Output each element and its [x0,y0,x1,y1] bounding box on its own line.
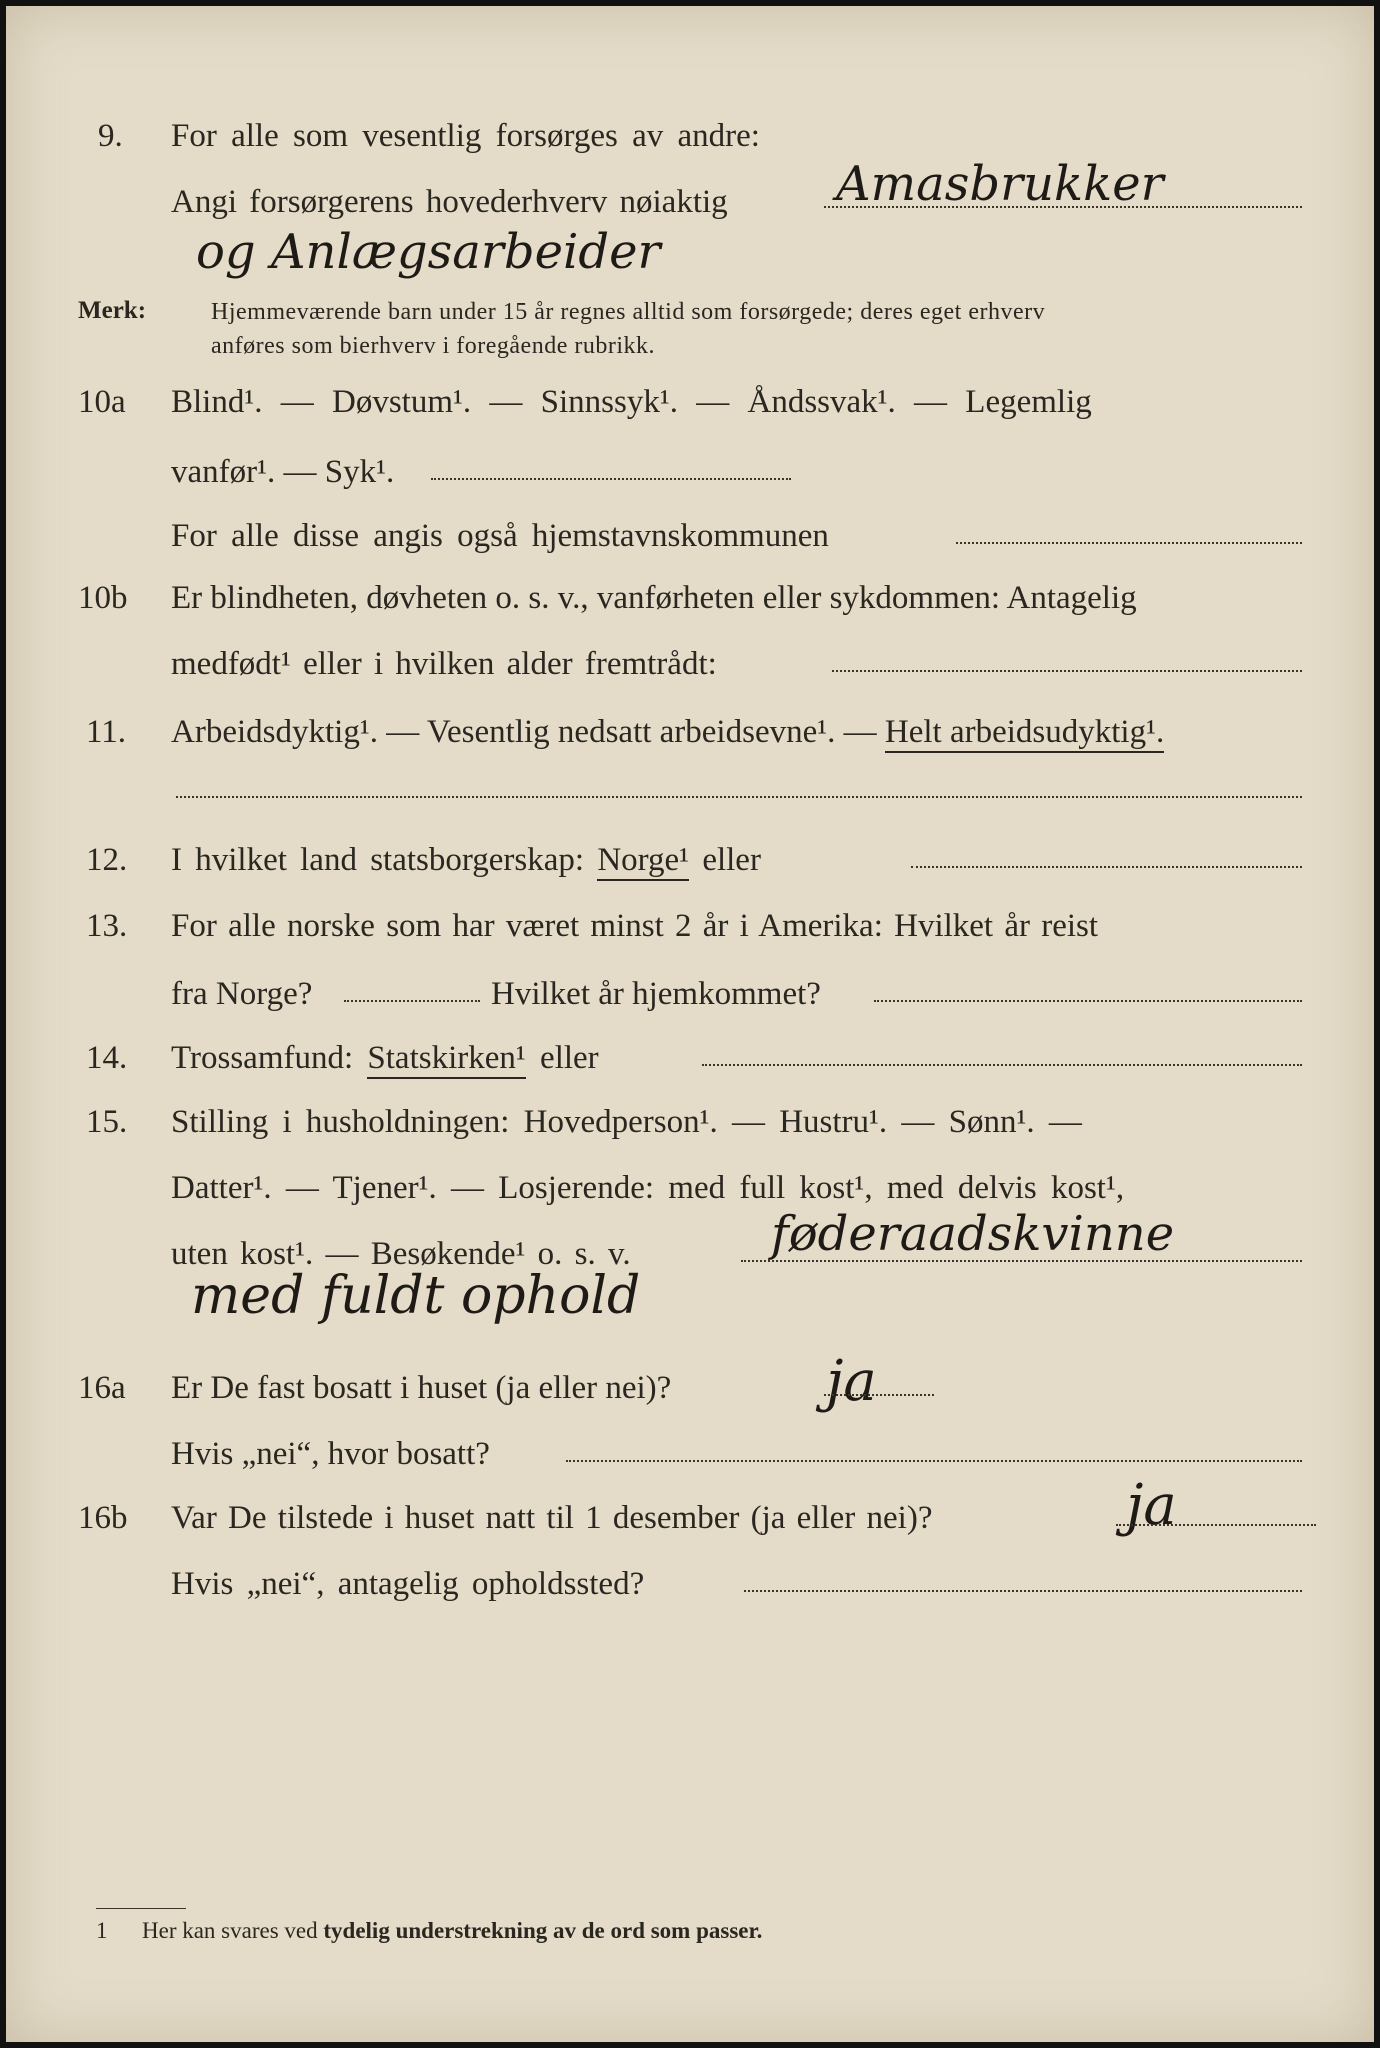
q16b-handwritten-answer: ja [1126,1473,1177,1538]
merk-line1: Hjemmeværende barn under 15 år regnes alltid som forsørgede; deres eget erhverv [211,299,1046,325]
q16a-line2: Hvis „nei“, hvor bosatt? [171,1436,490,1472]
q10b-line2: medfødt¹ eller i hvilken alder fremtrådt: [171,646,717,682]
q13-number: 13. [86,908,128,944]
q16a-handwritten-answer: ja [826,1349,877,1414]
q9-line1: For alle som vesentlig forsørges av andre: [171,118,760,154]
q14-selected-option: Statskirken¹ [367,1040,525,1079]
q11-selected-option: Helt arbeidsudyktig¹. [885,714,1164,753]
q15-line2: Datter¹. — Tjener¹. — Losjerende: med full kost¹, med delvis kost¹, [171,1170,1125,1206]
q10b-line1: Er blindheten, døvheten o. s. v., vanførheten eller sykdommen: Antagelig [171,580,1137,616]
q9-handwritten-answer-1: Amasbrukker [836,156,1164,212]
q14-answer-line [702,1064,1302,1066]
q10a-number: 10a [78,384,126,420]
q16b-line2: Hvis „nei“, antagelig opholdssted? [171,1566,645,1602]
footnote-rule [96,1908,186,1909]
q13-line1: For alle norske som har været minst 2 år i Amerika: Hvilket år reist [171,908,1099,944]
q13-hjemkommet-line [874,1000,1302,1002]
q16a-bosatt-line [566,1460,1302,1462]
footnote-bold-text: tydelig understrekning av de ord som passer. [323,1918,763,1943]
q11-number: 11. [86,714,127,750]
q12-or: eller [689,842,761,878]
q14-number: 14. [86,1040,128,1076]
q13-line2a: fra Norge? [171,976,313,1012]
q16a-line1: Er De fast bosatt i huset (ja eller nei)? [171,1370,672,1406]
q16a-number: 16a [78,1370,126,1406]
q15-number: 15. [86,1104,128,1140]
q16b-line1: Var De tilstede i huset natt til 1 desember (ja eller nei)? [171,1500,933,1536]
q15-handwritten-answer-1: føderaadskvinne [771,1206,1175,1262]
q14-text [171,1038,599,1078]
q10b-answer-line [832,670,1302,672]
q14-or: eller [525,1040,599,1076]
footnote-mark: 1 [96,1918,108,1943]
q16b-opholdssted-line [744,1590,1302,1592]
merk-label: Merk: [78,297,147,324]
census-form-page [6,6,1374,2042]
q13-line2b: Hvilket år hjemkommet? [491,976,821,1012]
q11-options: Arbeidsdyktig¹. — Vesentlig nedsatt arbeidsevne¹. — [171,714,885,750]
q10a-syk-line [431,478,791,480]
footnote-text: Her kan svares ved [142,1918,324,1943]
q10a-line2: vanfør¹. — Syk¹. [171,454,395,490]
q10b-number: 10b [78,580,128,616]
q15-line1: Stilling i husholdningen: Hovedperson¹. — Hustru¹. — Sønn¹. — [171,1104,1082,1140]
q14-question: Trossamfund: [171,1040,368,1076]
q10a-line3: For alle disse angis også hjemstavnskommunen [171,518,829,554]
q16b-number: 16b [78,1500,128,1536]
q15-line3: uten kost¹. — Besøkende¹ o. s. v. [171,1236,631,1272]
q12-question: I hvilket land statsborgerskap: [171,842,598,878]
q9-number: 9. [98,118,123,154]
q11-text [171,712,1164,752]
q11-answer-line [176,796,1302,798]
q12-number: 12. [86,842,128,878]
q9-line2: Angi forsørgerens hovederhverv nøiaktig [171,184,728,220]
q10a-hjemstavn-line [956,542,1302,544]
q13-reist-line [344,1000,480,1002]
q12-text [171,840,761,880]
footnote [96,1916,762,1946]
q12-answer-line [911,866,1302,868]
q16a-answer-line [824,1394,934,1396]
q16b-answer-line [1116,1524,1316,1526]
q10a-line1: Blind¹. — Døvstum¹. — Sinnssyk¹. — Åndssvak¹. — Legemlig [171,384,1092,420]
q12-selected-option: Norge¹ [597,842,689,881]
q9-handwritten-answer-2: og Anlægsarbeider [196,224,661,280]
q15-handwritten-answer-2: med fuldt ophold [191,1266,641,1326]
merk-line2: anføres som bierhverv i foregående rubrikk. [211,333,656,359]
